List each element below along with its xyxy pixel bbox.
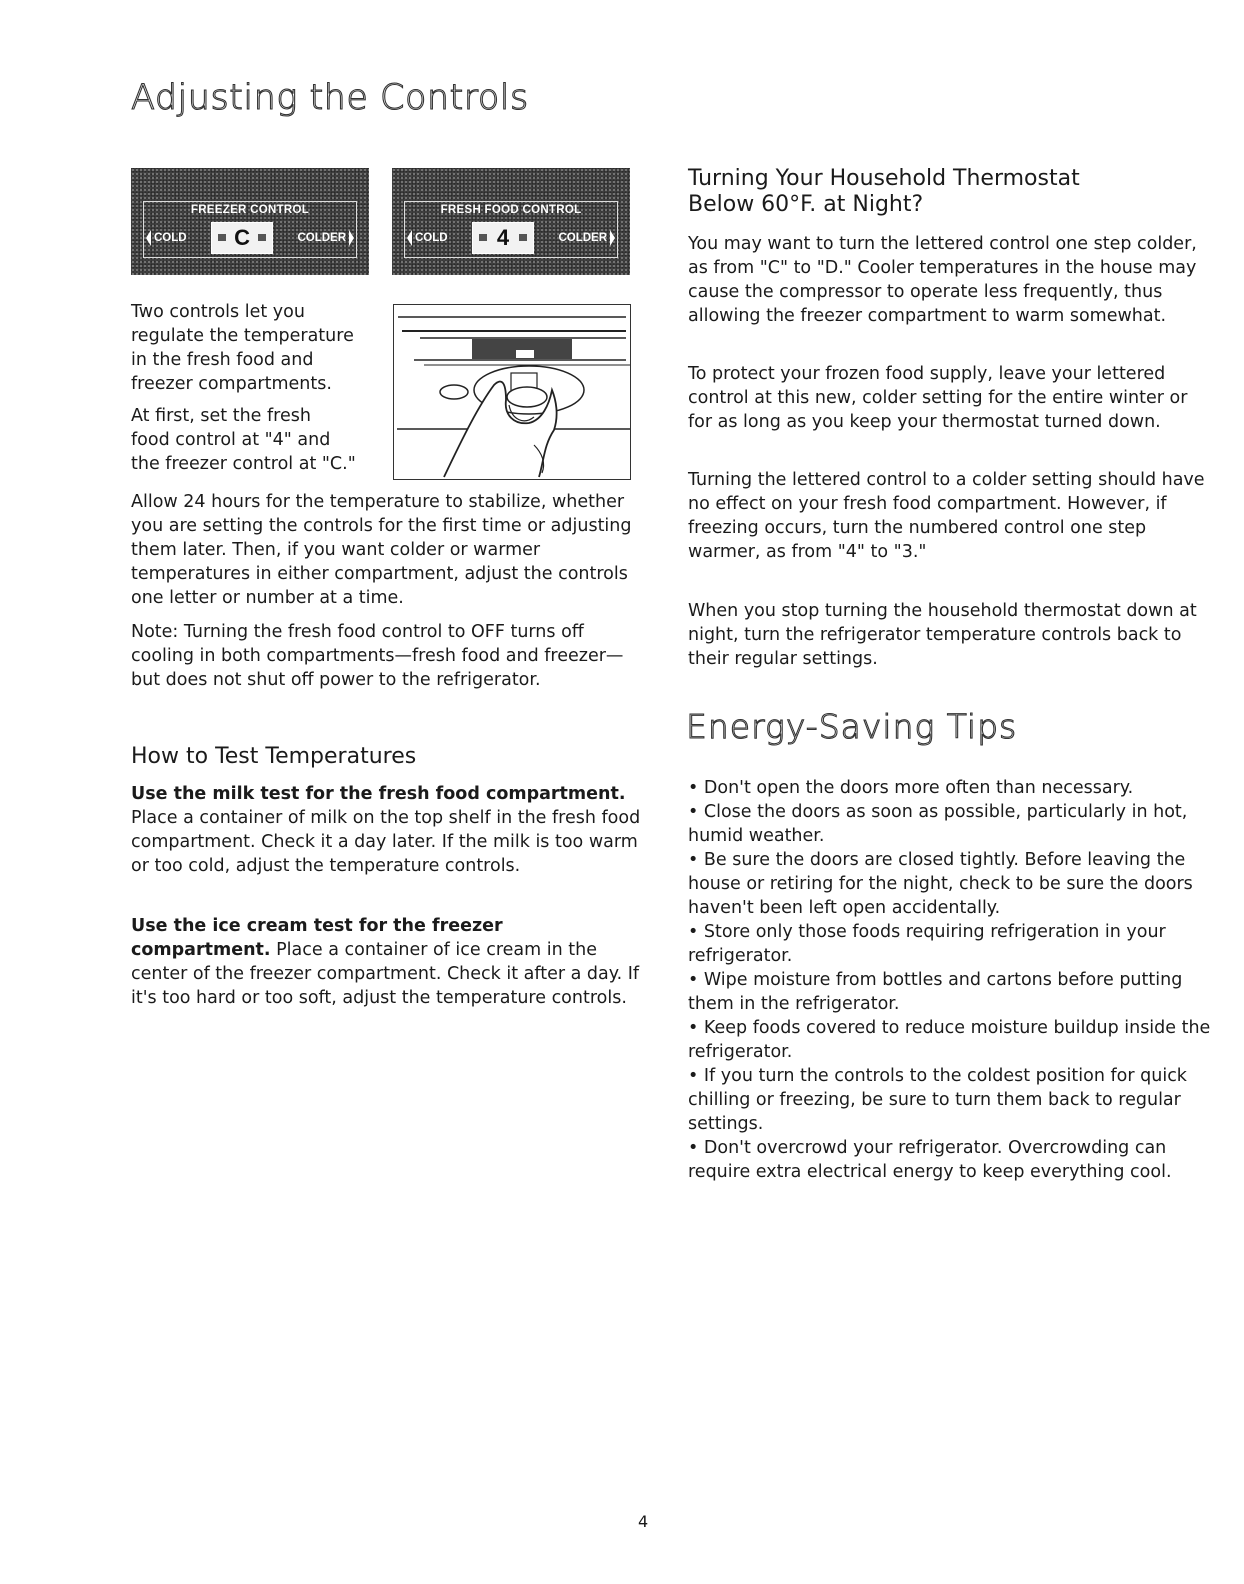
thermostat-heading: [688, 166, 1208, 218]
ice-cream-test-paragraph: [131, 914, 641, 1010]
cold-label: COLD: [415, 232, 448, 244]
fresh-food-control-panel: [392, 168, 630, 275]
tip-item: • Store only those foods requiring refrigeration in your refrigerator.: [688, 922, 1166, 966]
tip-item: • Wipe moisture from bottles and cartons before putting them in the refrigerator.: [688, 970, 1183, 1014]
intro-text: [131, 300, 381, 476]
fresh-food-setting-dial[interactable]: [472, 222, 534, 254]
intro-line: regulate the temperature: [131, 326, 354, 346]
test-temperatures-heading: How to Test Temperatures: [131, 744, 417, 769]
fresh-food-setting-value: 4: [496, 225, 510, 250]
freezer-control-label: FREEZER CONTROL: [190, 204, 310, 216]
milk-test-paragraph: [131, 782, 641, 878]
ice-cream-test-title: Use the ice cream test for the freezer compartment.: [131, 916, 503, 960]
intro-line: the freezer control at "C.": [131, 454, 356, 474]
thermostat-heading-line2: Below 60°F. at Night?: [688, 192, 924, 217]
intro-line: At first, set the fresh: [131, 406, 311, 426]
tip-item: • Close the doors as soon as possible, particularly in hot, humid weather.: [688, 802, 1188, 846]
intro-line: Two controls let you: [131, 302, 305, 322]
tip-item: • Keep foods covered to reduce moisture buildup inside the refrigerator.: [688, 1018, 1211, 1062]
milk-test-text: Place a container of milk on the top shelf in the fresh food compartment. Check it a day later. If the milk is too warm or too cold, adjust the temperature controls.: [131, 808, 641, 876]
tip-item: • Be sure the doors are closed tightly. Before leaving the house or retiring for the night, check to be sure the doors haven't been left open accidentally.: [688, 850, 1193, 918]
tip-item: • Don't overcrowd your refrigerator. Overcrowding can require extra electrical energy to keep everything cool.: [688, 1138, 1172, 1182]
thermostat-paragraph-1: You may want to turn the lettered control one step colder, as from "C" to "D." Cooler temperatures in the house may cause the compressor to operate less frequently, thus allowing the freezer compartment to warm somewhat.: [688, 234, 1197, 326]
energy-tips-heading: Energy-Saving Tips: [686, 707, 1018, 746]
page-number: 4: [638, 1512, 649, 1531]
cold-label: COLD: [154, 232, 187, 244]
page-title: Adjusting the Controls: [131, 78, 529, 118]
arrow-left-icon: [146, 230, 151, 246]
arrow-right-icon: [349, 230, 354, 246]
freezer-control-panel: [131, 168, 369, 275]
thermostat-paragraph-4: When you stop turning the household thermostat down at night, turn the refrigerator temperature controls back to their regular settings.: [688, 601, 1197, 669]
energy-tips-list: [688, 776, 1213, 1184]
arrow-left-icon: [407, 230, 412, 246]
stabilize-paragraph: Allow 24 hours for the temperature to stabilize, whether you are setting the controls for the first time or adjusting them later. Then, if you want colder or warmer temperatures in either compartment, adjust the controls one letter or number at a time.: [131, 492, 632, 608]
hand-turning-dial-illustration: [393, 304, 631, 480]
ice-cream-test-text: Place a container of ice cream in the center of the freezer compartment. Check it after a day. If it's too hard or too soft, adjust the temperature controls.: [131, 940, 640, 1008]
freezer-setting-dial[interactable]: [211, 222, 273, 254]
thermostat-heading-line1: Turning Your Household Thermostat: [688, 166, 1080, 191]
tip-item: • If you turn the controls to the coldest position for quick chilling or freezing, be sure to turn them back to regular settings.: [688, 1066, 1187, 1134]
note-paragraph: Note: Turning the fresh food control to OFF turns off cooling in both compartments—fresh food and freezer—but does not shut off power to the refrigerator.: [131, 622, 624, 690]
thermostat-paragraph-3: Turning the lettered control to a colder setting should have no effect on your fresh food compartment. However, if freezing occurs, turn the numbered control one step warmer, as from "4" to "3.": [688, 470, 1205, 562]
milk-test-title: Use the milk test for the fresh food compartment.: [131, 784, 626, 804]
tip-item: • Don't open the doors more often than necessary.: [688, 778, 1134, 798]
arrow-right-icon: [610, 230, 615, 246]
thermostat-paragraph-2: To protect your frozen food supply, leave your lettered control at this new, colder setting for the entire winter or for as long as you keep your thermostat turned down.: [688, 364, 1188, 432]
colder-label: COLDER: [297, 232, 346, 244]
fresh-food-control-label: FRESH FOOD CONTROL: [440, 204, 582, 216]
hand-dial-icon: [394, 305, 630, 479]
freezer-setting-value: C: [234, 225, 250, 250]
intro-line: freezer compartments.: [131, 374, 332, 394]
intro-line: food control at "4" and: [131, 430, 331, 450]
colder-label: COLDER: [558, 232, 607, 244]
intro-line: in the fresh food and: [131, 350, 314, 370]
